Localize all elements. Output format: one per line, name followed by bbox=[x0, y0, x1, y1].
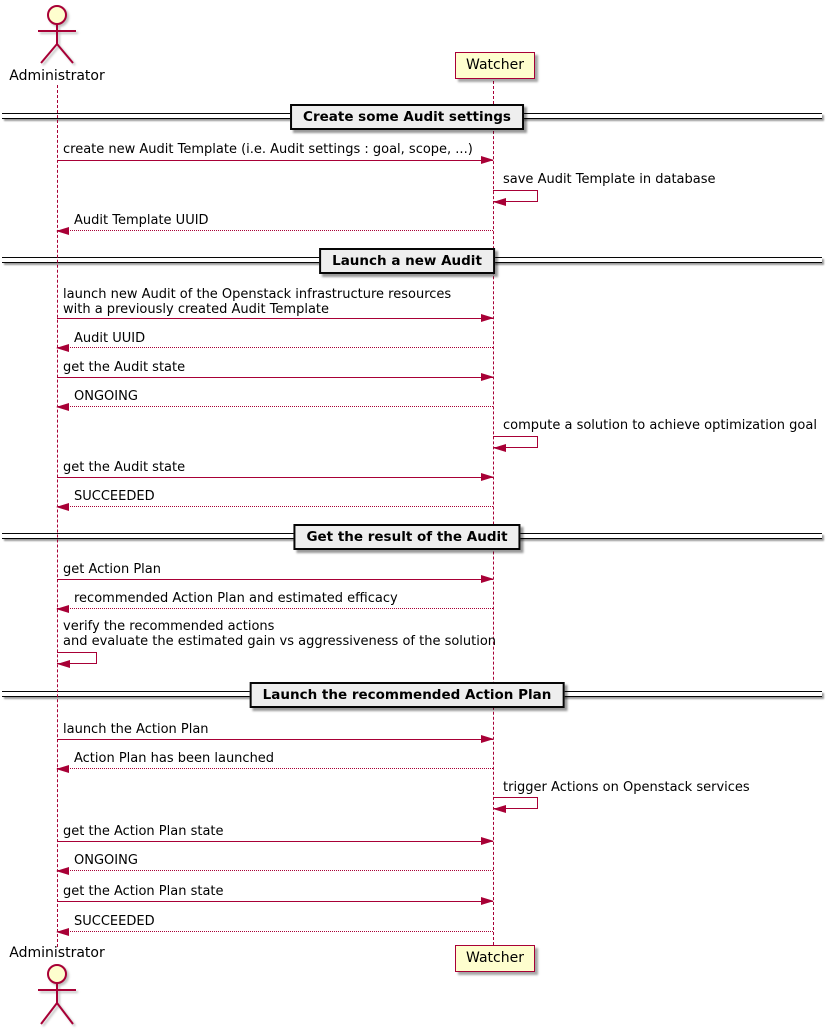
divider-create-audit-settings: Create some Audit settings bbox=[290, 104, 524, 130]
message-label: get the Action Plan state bbox=[63, 884, 224, 899]
divider-launch-action-plan: Launch the recommended Action Plan bbox=[250, 682, 565, 708]
self-message-label: and evaluate the estimated gain vs aggressiveness of the solution bbox=[63, 634, 497, 649]
self-message-label: verify the recommended actions bbox=[63, 619, 275, 634]
message-label: get the Audit state bbox=[63, 460, 186, 475]
return-label: recommended Action Plan and estimated efficacy bbox=[74, 591, 398, 606]
message-label: launch the Action Plan bbox=[63, 722, 209, 737]
return-label: Action Plan has been launched bbox=[74, 751, 275, 766]
participant-administrator-top: Administrator bbox=[9, 68, 105, 84]
return-arrow bbox=[57, 506, 493, 507]
message-arrow bbox=[57, 841, 493, 842]
return-label: Audit UUID bbox=[74, 331, 146, 346]
message-label: launch new Audit of the Openstack infrastructure resources bbox=[63, 287, 452, 302]
message-label: with a previously created Audit Template bbox=[63, 302, 330, 317]
actor-icon bbox=[27, 2, 87, 66]
message-arrow bbox=[57, 901, 493, 902]
arrowhead-right-icon bbox=[481, 735, 494, 743]
return-label: Audit Template UUID bbox=[74, 213, 209, 228]
participant-watcher-bottom: Watcher bbox=[455, 945, 535, 972]
return-arrow bbox=[57, 608, 493, 609]
return-label: ONGOING bbox=[74, 853, 138, 868]
return-arrow bbox=[57, 931, 493, 932]
actor-icon bbox=[27, 958, 87, 1028]
arrowhead-right-icon bbox=[481, 156, 494, 164]
message-arrow bbox=[57, 377, 493, 378]
arrowhead-right-icon bbox=[481, 473, 494, 481]
return-label: ONGOING bbox=[74, 389, 138, 404]
arrowhead-right-icon bbox=[481, 575, 494, 583]
arrowhead-left-icon bbox=[56, 867, 69, 875]
lifeline-watcher bbox=[493, 81, 494, 945]
return-arrow bbox=[57, 230, 493, 231]
message-label: create new Audit Template (i.e. Audit settings : goal, scope, ...) bbox=[63, 142, 473, 157]
self-message-loop bbox=[493, 797, 538, 809]
arrowhead-left-icon bbox=[56, 928, 69, 936]
message-label: get the Action Plan state bbox=[63, 824, 224, 839]
message-arrow bbox=[57, 477, 493, 478]
return-label: SUCCEEDED bbox=[74, 489, 155, 504]
self-message-loop bbox=[57, 652, 97, 664]
arrowhead-left-icon bbox=[493, 805, 506, 813]
arrowhead-left-icon bbox=[493, 444, 506, 452]
return-arrow bbox=[57, 406, 493, 407]
arrowhead-right-icon bbox=[481, 897, 494, 905]
arrowhead-left-icon bbox=[56, 227, 69, 235]
arrowhead-left-icon bbox=[56, 503, 69, 511]
message-arrow bbox=[57, 579, 493, 580]
return-label: SUCCEEDED bbox=[74, 914, 155, 929]
participant-watcher-top: Watcher bbox=[455, 52, 535, 79]
arrowhead-left-icon bbox=[56, 765, 69, 773]
message-arrow bbox=[57, 739, 493, 740]
divider-get-audit-result: Get the result of the Audit bbox=[293, 524, 520, 550]
arrowhead-right-icon bbox=[481, 373, 494, 381]
lifeline-administrator bbox=[57, 85, 58, 947]
self-message-label: trigger Actions on Openstack services bbox=[503, 780, 750, 795]
message-label: get the Audit state bbox=[63, 360, 186, 375]
arrowhead-right-icon bbox=[481, 314, 494, 322]
arrowhead-left-icon bbox=[57, 660, 70, 668]
arrowhead-left-icon bbox=[56, 344, 69, 352]
return-arrow bbox=[57, 768, 493, 769]
arrowhead-right-icon bbox=[481, 837, 494, 845]
self-message-loop bbox=[493, 190, 538, 202]
participant-administrator-bottom: Administrator bbox=[9, 945, 105, 961]
arrowhead-left-icon bbox=[56, 605, 69, 613]
return-arrow bbox=[57, 870, 493, 871]
self-message-label: compute a solution to achieve optimization goal bbox=[503, 418, 817, 433]
message-arrow bbox=[57, 318, 493, 319]
arrowhead-left-icon bbox=[493, 198, 506, 206]
self-message-loop bbox=[493, 436, 538, 448]
divider-launch-new-audit: Launch a new Audit bbox=[319, 248, 495, 274]
message-label: get Action Plan bbox=[63, 562, 161, 577]
self-message-label: save Audit Template in database bbox=[503, 172, 716, 187]
message-arrow bbox=[57, 160, 493, 161]
return-arrow bbox=[57, 347, 493, 348]
arrowhead-left-icon bbox=[56, 403, 69, 411]
